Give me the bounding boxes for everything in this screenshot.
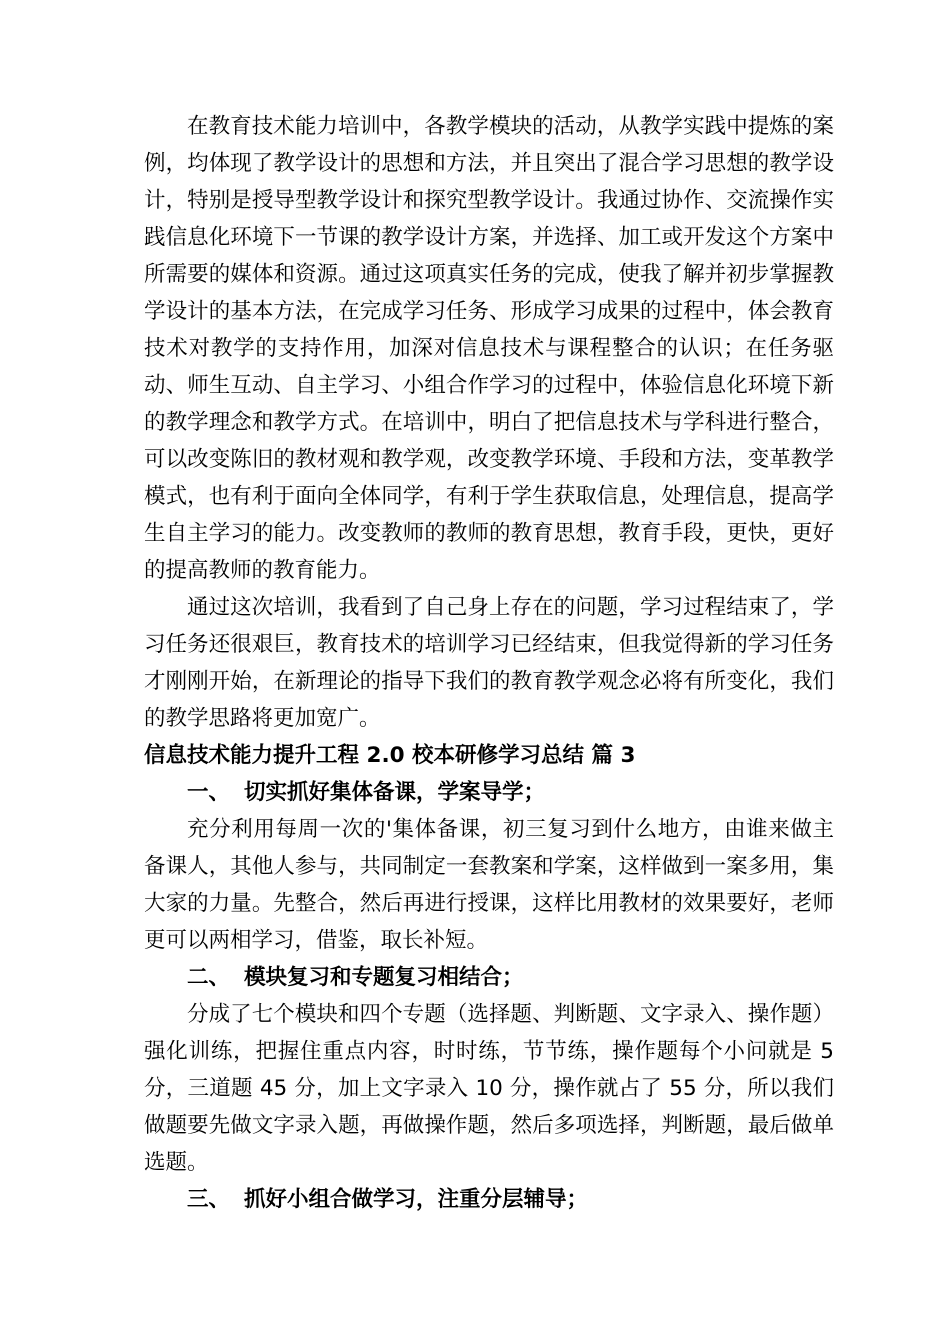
body-paragraph-2: 通过这次培训，我看到了自己身上存在的问题，学习过程结束了，学习任务还很艰巨，教育技术的培训学习已经结束，但我觉得新的学习任务才刚刚开始，在新理论的指导下我们的教育教学观念必将有所变化，我们的教学思路将更加宽广。: [144, 595, 834, 731]
item-paragraph-2: 分成了七个模块和四个专题（选择题、判断题、文字录入、操作题）强化训练，把握住重点内容，时时练，节节练，操作题每个小问就是 5 分，三道题 45 分，加上文字录入 10 分，操作就占了 55 分，所以我们做题要先做文字录入题，再做操作题，然后多项选择，判断题，最后做单选题。: [144, 1002, 834, 1175]
sub-heading-text: 抓好小组合做学习，注重分层辅导；: [244, 1187, 589, 1212]
sub-heading-2: [144, 959, 834, 996]
sub-heading-1: [144, 774, 834, 811]
sub-heading-text: 模块复习和专题复习相结合；: [244, 965, 524, 990]
sub-heading-number: 一、: [187, 780, 231, 805]
body-paragraph-1: 在教育技术能力培训中，各教学模块的活动，从教学实践中提炼的案例，均体现了教学设计的思想和方法，并且突出了混合学习思想的教学设计，特别是授导型教学设计和探究型教学设计。我通过协作、交流操作实践信息化环境下一节课的教学设计方案，并选择、加工或开发这个方案中所需要的媒体和资源。通过这项真实任务的完成，使我了解并初步掌握教学设计的基本方法，在完成学习任务、形成学习成果的过程中，体会教育技术对教学的支持作用，加深对信息技术与课程整合的认识；在任务驱动、师生互动、自主学习、小组合作学习的过程中，体验信息化环境下新的教学理念和教学方式。在培训中，明白了把信息技术与学科进行整合，可以改变陈旧的教材观和教学观，改变教学环境、手段和方法，变革教学模式，也有利于面向全体同学，有利于学生获取信息，处理信息，提高学生自主学习的能力。改变教师的教师的教育思想，教育手段，更快，更好的提高教师的教育能力。: [144, 114, 834, 583]
sub-heading-3: [144, 1181, 834, 1218]
document-page: [144, 108, 834, 1218]
section-title: 信息技术能力提升工程 2.0 校本研修学习总结 篇 3: [144, 743, 636, 768]
item-paragraph-1: 充分利用每周一次的'集体备课，初三复习到什么地方，由谁来做主备课人，其他人参与，共同制定一套教案和学案，这样做到一案多用，集大家的力量。先整合，然后再进行授课，这样比用教材的效果要好，老师更可以两相学习，借鉴，取长补短。: [144, 817, 834, 953]
sub-heading-number: 三、: [187, 1187, 231, 1212]
sub-heading-number: 二、: [187, 965, 231, 990]
sub-heading-text: 切实抓好集体备课，学案导学；: [244, 780, 546, 805]
